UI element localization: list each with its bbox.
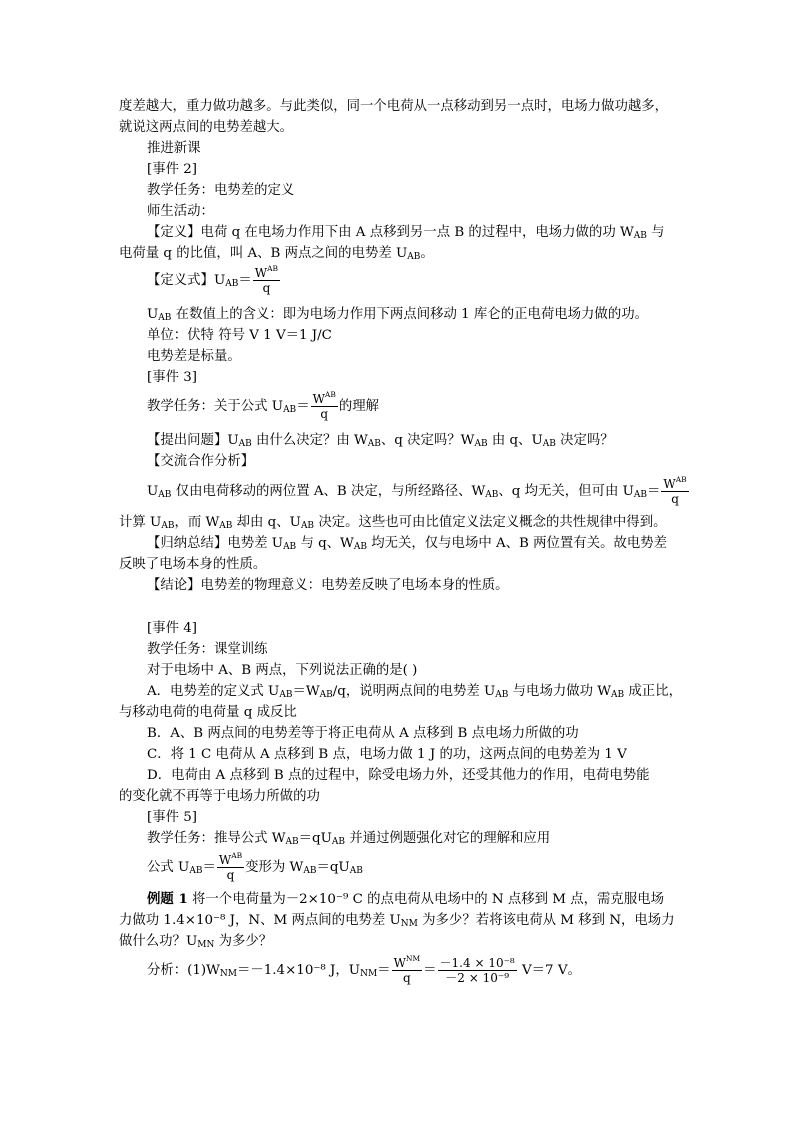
task-line: 教学任务：电势差的定义 xyxy=(147,183,295,198)
option-d: D．电荷由 A 点移到 B 点的过程中，除受电场力外，还受其他力的作用，电荷电势能 xyxy=(147,768,650,783)
event-label: [事件 4] xyxy=(147,621,198,636)
definition-formula: 【定义式】$U_{AB}=$ $\frac{W^{AB}}{q}$ xyxy=(147,264,279,295)
example-line: 例题 1 将一个电荷量为－2×10⁻⁹ C 的点电荷从电场中的 N 点移到 M 点，需克服电场 xyxy=(147,891,664,907)
fraction: $\frac{W^{AB}}{q}$ xyxy=(663,475,687,506)
fraction: $\frac{\text{－1.4 × 10⁻⁸}}{\text{－2 × 10⁻⁹}}$ xyxy=(439,956,515,985)
option-a: A．电势差的定义式 $U_{AB}=W_{AB}/q$，说明两点间的电势差 $U_{AB}$ 与电场力做功 $W_{AB}$ 成正比， xyxy=(147,684,682,700)
paragraph-line: $U_{AB}$ 在数值上的含义：即为电场力作用下两点间移动 1 库仑的正电荷电场力做的功。 xyxy=(147,307,648,323)
section-heading: 【交流合作分析】 xyxy=(147,454,255,469)
task-line: 教学任务：关于公式 $U_{AB}=$ $\frac{W^{AB}}{q}$ 的理解 xyxy=(147,390,380,421)
fraction: $\frac{W^{AB}}{q}$ xyxy=(254,264,279,295)
event-label: [事件 3] xyxy=(147,370,198,385)
unit-line: 单位：伏特 符号 V 1 V＝1 J/C xyxy=(147,328,332,343)
paragraph-line: 计算 $U_{AB}$，而 $W_{AB}$ 却由 q、$U_{AB}$ 决定。这些也可由比值定义法定义概念的共性规律中得到。 xyxy=(119,515,667,531)
task-line: 教学任务：推导公式 $W_{AB}=qU_{AB}$ 并通过例题强化对它的理解和应用 xyxy=(147,831,551,847)
paragraph-line: 电势差是标量。 xyxy=(147,349,241,364)
option-d-cont: 的变化就不再等于电场力所做的功 xyxy=(119,789,320,804)
summary-line: 【归纳总结】电势差 $U_{AB}$ 与 q、$W_{AB}$ 均无关，仅与电场中 A、B 两位置有关。故电势差 xyxy=(147,536,668,552)
paragraph-line: 就说这两点间的电势差越大。 xyxy=(119,120,294,135)
option-b: B．A、B 两点间的电势差等于将正电荷从 A 点移到 B 点电场力所做的功 xyxy=(147,726,579,741)
example-line: 力做功 1.4×10⁻⁸ J，N、M 两点间的电势差 $U_{NM}$ 为多少？若将该电荷从 M 移到 N，电场力 xyxy=(119,913,675,929)
formula-line: 公式 $U_{AB}=$ $\frac{W^{AB}}{q}$ 变形为 $W_{AB}=qU_{AB}$ xyxy=(147,851,363,882)
option-a-cont: 与移动电荷的电荷量 q 成反比 xyxy=(119,705,297,720)
option-c: C．将 1 C 电荷从 A 点移到 B 点，电场力做 1 J 的功，这两点间的电势差为 1 V xyxy=(147,747,627,762)
analysis-line: 分析：$(1)W_{NM}=-1.4\times 10^{-8}$ J，$U_{NM}=$ $\frac{W^{NM}}{q}$ ＝ $\frac{\text{－1.4 × 10⁻⁸}}{\text{－2 × 10⁻⁹}}$ V＝7 V。 xyxy=(147,954,581,985)
question-stem: 对于电场中 A、B 两点，下列说法正确的是( ) xyxy=(147,663,418,678)
activity-label: 师生活动： xyxy=(147,204,214,219)
question-line: 【提出问题】$U_{AB}$ 由什么决定？由 $W_{AB}$、q 决定吗？$W_{AB}$ 由 q、$U_{AB}$ 决定吗？ xyxy=(147,433,614,449)
event-label: [事件 2] xyxy=(147,162,198,177)
paragraph-line: $U_{AB}$ 仅由电荷移动的两位置 A、B 决定，与所经路径、$W_{AB}$、q 均无关，但可由 $U_{AB}=$ $\frac{W^{AB}}{q}$ xyxy=(147,475,687,506)
section-heading: 推进新课 xyxy=(147,141,201,156)
paragraph-line: 反映了电场本身的性质。 xyxy=(119,557,267,572)
fraction: $\frac{W^{AB}}{q}$ xyxy=(218,851,243,882)
example-line: 做什么功？$U_{MN}$ 为多少？ xyxy=(119,934,273,950)
conclusion-line: 【结论】电势差的物理意义：电势差反映了电场本身的性质。 xyxy=(147,578,509,593)
definition-line: 【定义】电荷 q 在电场力作用下由 A 点移到另一点 B 的过程中，电场力做的功 $W_{AB}$ 与 xyxy=(147,225,665,241)
task-line: 教学任务：课堂训练 xyxy=(147,642,268,657)
fraction: $\frac{W^{NM}}{q}$ xyxy=(393,954,421,985)
fraction: $\frac{W^{AB}}{q}$ xyxy=(312,390,336,421)
event-label: [事件 5] xyxy=(147,810,198,825)
definition-line: 电荷量 q 的比值，叫 A、B 两点之间的电势差 $U_{AB}$。 xyxy=(119,246,434,262)
paragraph-line: 度差越大，重力做功越多。与此类似，同一个电荷从一点移动到另一点时，电场力做功越多， xyxy=(119,99,669,114)
